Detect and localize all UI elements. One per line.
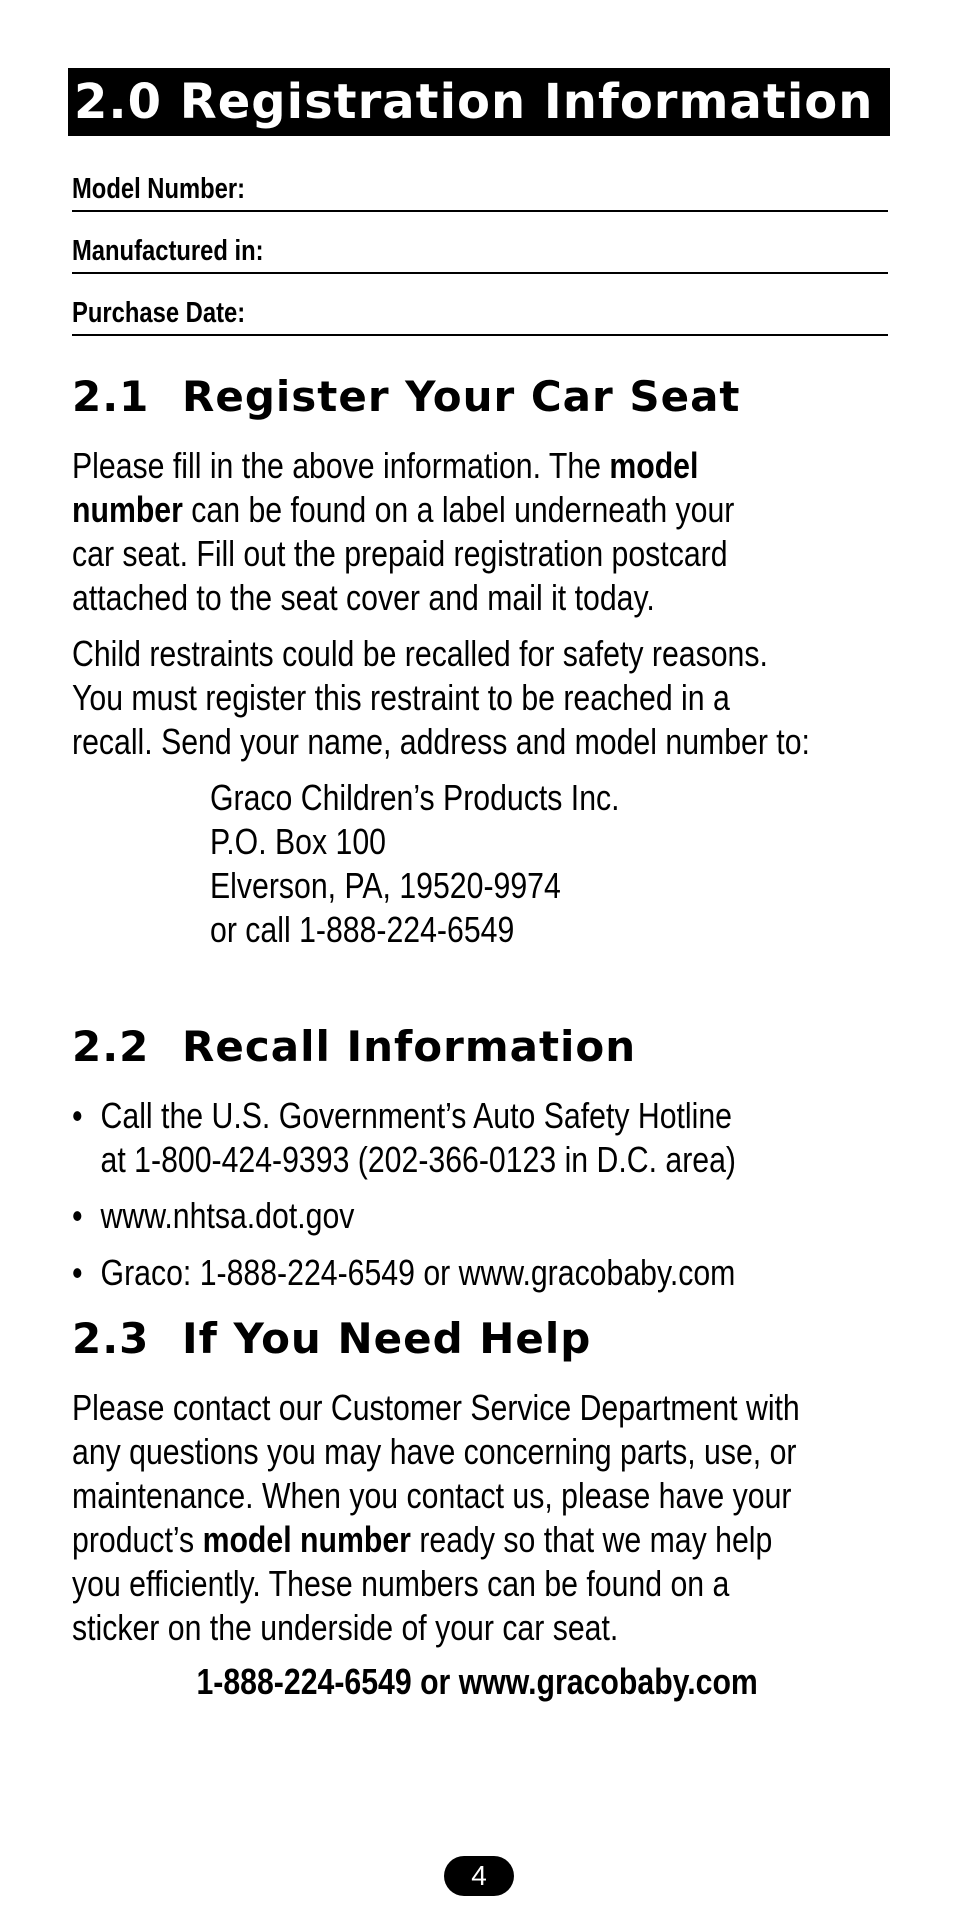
text-run: Please fill in the above information. The xyxy=(72,445,610,486)
heading-register-car-seat xyxy=(72,372,740,422)
heading-number: 2.1 xyxy=(72,372,150,421)
text-line: Please contact our Customer Service Department with xyxy=(72,1387,800,1428)
list-item-text xyxy=(101,1094,736,1182)
list-item-nhtsa xyxy=(72,1194,355,1238)
address-line: Graco Children’s Products Inc. xyxy=(210,777,620,818)
bullet-icon: • xyxy=(72,1252,83,1293)
model-number-label: Model Number: xyxy=(72,173,246,205)
text-line: Child restraints could be recalled for safety reasons. xyxy=(72,633,768,674)
address-line: P.O. Box 100 xyxy=(210,821,386,862)
bold-text-run: model number xyxy=(202,1519,411,1560)
heading-text: Recall Information xyxy=(182,1022,637,1071)
text-line: you efficiently. These numbers can be found on a xyxy=(72,1563,730,1604)
text-line: maintenance. When you contact us, please have your xyxy=(72,1475,792,1516)
purchase-date-label: Purchase Date: xyxy=(72,297,246,329)
list-item-hotline xyxy=(72,1094,737,1182)
text-line: You must register this restraint to be reached in a xyxy=(72,677,730,718)
bold-text-run: number xyxy=(72,489,183,530)
heading-text: If You Need Help xyxy=(182,1314,592,1363)
heading-number: 2.2 xyxy=(72,1022,150,1071)
text-line: any questions you may have concerning parts, use, or xyxy=(72,1431,797,1472)
text-line: attached to the seat cover and mail it today. xyxy=(72,577,655,618)
graco-contact[interactable] xyxy=(101,1251,736,1295)
text-line[interactable]: www.nhtsa.dot.gov xyxy=(100,1195,355,1236)
address-line: Elverson, PA, 19520-9974 xyxy=(210,865,561,906)
heading-text: Register Your Car Seat xyxy=(182,372,741,421)
text-line: Call the U.S. Government’s Auto Safety Hotline xyxy=(100,1095,733,1136)
text-line: recall. Send your name, address and model number to: xyxy=(72,721,810,762)
list-item-graco xyxy=(72,1251,736,1295)
section-title: 2.0 Registration Information xyxy=(68,68,890,136)
text-run: ready so that we may help xyxy=(410,1519,773,1560)
text-line[interactable]: at 1-800-424-9393 (202-366-0123 in D.C. area) xyxy=(100,1139,737,1180)
bold-text-run: model xyxy=(609,445,699,486)
contact-text[interactable]: 1-888-224-6549 or www.gracobaby.com xyxy=(196,1661,758,1702)
text-line: sticker on the underside of your car seat. xyxy=(72,1607,619,1648)
recall-paragraph xyxy=(72,632,878,764)
text-line xyxy=(72,1518,878,1562)
page-number-badge: 4 xyxy=(444,1856,514,1896)
text-line xyxy=(72,488,878,532)
bullet-icon: • xyxy=(72,1095,83,1136)
bullet-icon: • xyxy=(72,1195,83,1236)
text-line: car seat. Fill out the prepaid registration postcard xyxy=(72,533,728,574)
heading-if-you-need-help xyxy=(72,1314,591,1364)
mailing-address xyxy=(210,776,620,952)
text-run: product’s xyxy=(72,1519,203,1560)
nhtsa-link[interactable] xyxy=(101,1194,355,1238)
text-line xyxy=(72,444,878,488)
manufactured-in-label: Manufactured in: xyxy=(72,235,264,267)
contact-info xyxy=(0,1660,954,1704)
text-run: can be found on a label underneath your xyxy=(182,489,735,530)
help-paragraph xyxy=(72,1386,878,1650)
phone-line[interactable]: or call 1-888-224-6549 xyxy=(210,909,515,950)
heading-number: 2.3 xyxy=(72,1314,150,1363)
text-line[interactable]: Graco: 1-888-224-6549 or www.gracobaby.com xyxy=(100,1252,736,1293)
manufactured-in-field[interactable] xyxy=(72,232,888,274)
register-paragraph xyxy=(72,444,878,620)
heading-recall-information xyxy=(72,1022,636,1072)
model-number-field[interactable] xyxy=(72,170,888,212)
purchase-date-field[interactable] xyxy=(72,294,888,336)
